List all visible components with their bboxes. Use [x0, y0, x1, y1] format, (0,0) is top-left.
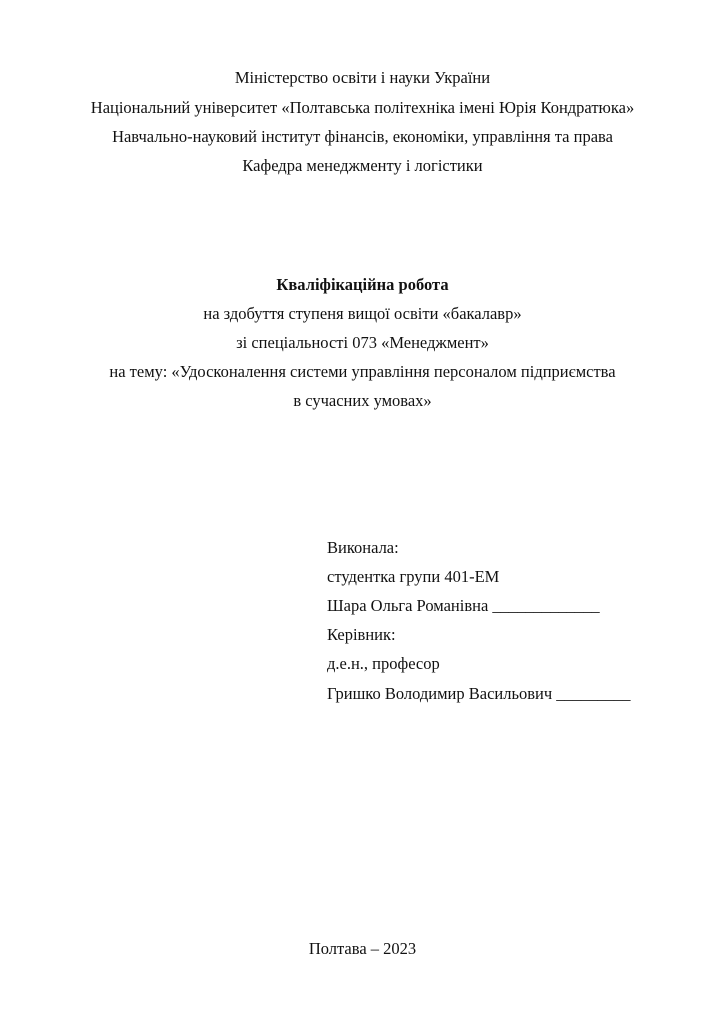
department-line: Кафедра менеджменту і логістики — [242, 156, 483, 175]
topic-line-2: в сучасних умовах» — [293, 391, 432, 410]
student-group: студентка групи 401-ЕМ — [327, 567, 500, 586]
ministry-line: Міністерство освіти і науки України — [234, 68, 491, 87]
supervisor-name: Гришко Володимир Васильович _________ — [327, 684, 631, 703]
city-year: Полтава – 2023 — [308, 939, 417, 958]
topic-line-1: на тему: «Удосконалення системи управління персоналом підприємства — [109, 362, 616, 381]
institute-line: Навчально-науковий інститут фінансів, економіки, управління та права — [112, 127, 613, 146]
university-line: Національний університет «Полтавська політехніка імені Юрія Кондратюка» — [90, 98, 635, 117]
student-name: Шара Ольга Романівна _____________ — [327, 596, 600, 615]
performed-label: Виконала: — [327, 538, 399, 557]
specialty-line: зі спеціальності 073 «Менеджмент» — [236, 333, 489, 352]
supervisor-label: Керівник: — [327, 625, 396, 644]
work-title: Кваліфікаційна робота — [276, 275, 449, 294]
supervisor-degree: д.е.н., професор — [327, 654, 440, 673]
degree-line: на здобуття ступеня вищої освіти «бакалавр» — [203, 304, 522, 323]
